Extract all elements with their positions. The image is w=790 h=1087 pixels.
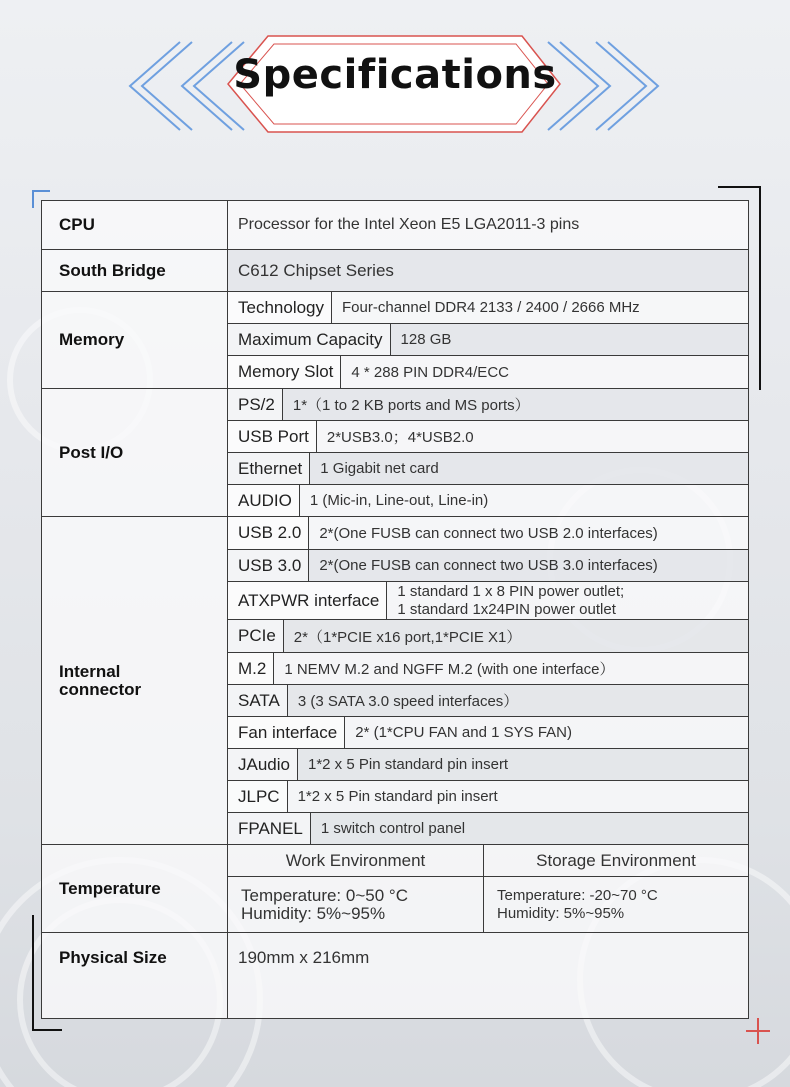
sub-value: 1 Gigabit net card — [320, 460, 439, 477]
sub-value: 2*(One FUSB can connect two USB 2.0 interfaces) — [319, 524, 658, 542]
internal-item-atxpwr — [228, 582, 748, 620]
sub-label: JAudio — [228, 749, 298, 780]
internal-item-m2 — [228, 653, 748, 685]
row-value-cpu: Processor for the Intel Xeon E5 LGA2011-3 pins — [228, 201, 748, 250]
sub-label: PS/2 — [228, 389, 283, 420]
sub-value — [387, 582, 624, 619]
label-line: connector — [59, 679, 142, 699]
internal-item-fan — [228, 717, 748, 749]
sub-label: PCIe — [228, 620, 284, 652]
row-label-post-io: Post I/O — [42, 389, 228, 517]
work-temperature: Temperature: 0~50 °C — [241, 885, 408, 905]
internal-item-pcie — [228, 620, 748, 653]
work-humidity: Humidity: 5%~95% — [241, 903, 386, 923]
memory-item-capacity — [228, 324, 748, 356]
storage-humidity: Humidity: 5%~95% — [497, 904, 625, 922]
page-title: Specifications — [233, 52, 557, 98]
sub-label: ATXPWR interface — [228, 582, 387, 619]
internal-item-usb20 — [228, 517, 748, 550]
sub-label: SATA — [228, 685, 288, 716]
sub-value: Four-channel DDR4 2133 / 2400 / 2666 MHz — [342, 299, 640, 316]
label-line: Internal — [59, 661, 121, 681]
post-io-item-ps2 — [228, 389, 748, 421]
sub-label: Technology — [228, 292, 332, 323]
post-io-item-ethernet — [228, 453, 748, 485]
sub-value: 128 GB — [400, 331, 452, 348]
sub-label: JLPC — [228, 781, 288, 812]
sub-value: 1 switch control panel — [320, 820, 466, 837]
sub-label: AUDIO — [228, 485, 300, 516]
temperature-block — [228, 845, 748, 933]
spec-table — [41, 200, 749, 1019]
storage-environment-values — [484, 877, 748, 932]
sub-label: Maximum Capacity — [228, 324, 391, 355]
work-environment-values — [228, 877, 484, 932]
sub-label: USB 3.0 — [228, 550, 309, 581]
post-io-item-audio — [228, 485, 748, 517]
memory-item-technology — [228, 292, 748, 324]
storage-environment-heading: Storage Environment — [484, 845, 748, 877]
row-value-south-bridge: C612 Chipset Series — [228, 250, 748, 292]
sub-label: FPANEL — [228, 813, 311, 844]
sub-label: USB 2.0 — [228, 517, 309, 549]
sub-label: Fan interface — [228, 717, 345, 748]
sub-value: 2*(One FUSB can connect two USB 3.0 interfaces) — [319, 557, 658, 574]
sub-value: 4 * 288 PIN DDR4/ECC — [351, 363, 509, 381]
internal-item-usb30 — [228, 550, 748, 582]
sub-label: Ethernet — [228, 453, 310, 484]
value-line: 1 standard 1x24PIN power outlet — [397, 600, 616, 618]
row-value-physical-size: 190mm x 216mm — [238, 948, 370, 967]
internal-item-jaudio — [228, 749, 748, 781]
sub-label: Memory Slot — [228, 356, 341, 388]
plus-icon — [757, 1018, 759, 1044]
row-label-south-bridge: South Bridge — [42, 250, 228, 292]
sub-value: 1 (Mic-in, Line-out, Line-in) — [309, 492, 489, 509]
value-line: 1 standard 1 x 8 PIN power outlet; — [397, 582, 625, 600]
row-label-memory: Memory — [42, 292, 228, 389]
memory-item-slot — [228, 356, 748, 389]
sub-value: 1*2 x 5 Pin standard pin insert — [297, 788, 498, 805]
work-environment-heading: Work Environment — [228, 845, 484, 877]
internal-item-sata — [228, 685, 748, 717]
sub-value: 2* (1*CPU FAN and 1 SYS FAN) — [355, 724, 572, 741]
sub-value: 2*USB3.0；4*USB2.0 — [326, 429, 474, 446]
storage-temperature: Temperature: -20~70 °C — [497, 886, 658, 904]
sub-value: 1*（1 to 2 KB ports and MS ports） — [292, 397, 530, 414]
sub-label: USB Port — [228, 421, 317, 452]
sub-value: 3 (3 SATA 3.0 speed interfaces） — [297, 693, 519, 710]
internal-item-jlpc — [228, 781, 748, 813]
row-label-cpu: CPU — [42, 201, 228, 250]
row-label-physical-size: Physical Size — [42, 933, 228, 1018]
sub-label: M.2 — [228, 653, 274, 684]
row-label-internal-connector — [42, 517, 228, 845]
sub-value: 2*（1*PCIE x16 port,1*PCIE X1） — [293, 628, 522, 646]
sub-value: 1 NEMV M.2 and NGFF M.2 (with one interface） — [284, 661, 615, 678]
internal-item-fpanel — [228, 813, 748, 845]
sub-value: 1*2 x 5 Pin standard pin insert — [307, 756, 509, 773]
row-label-temperature: Temperature — [42, 845, 228, 933]
post-io-item-usb-port — [228, 421, 748, 453]
